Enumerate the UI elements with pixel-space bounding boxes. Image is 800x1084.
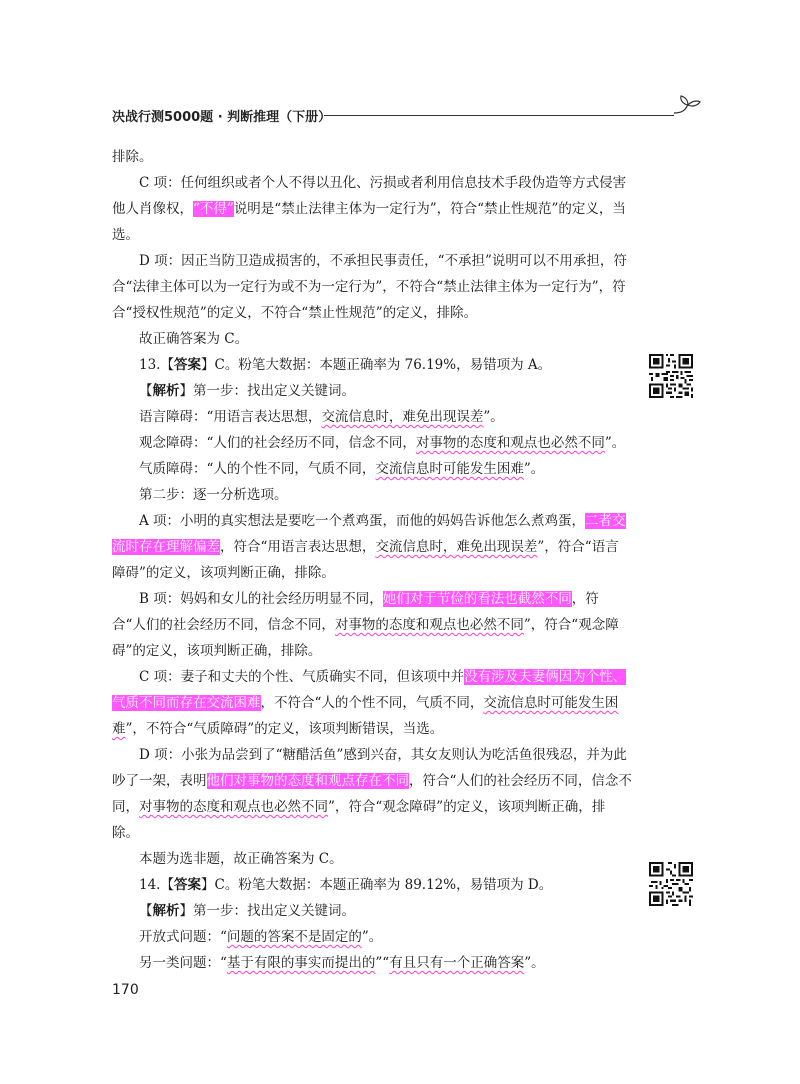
definition-language-barrier: 语言障碍：“用语言表达思想，交流信息时，难免出现误差”。	[139, 409, 504, 425]
analysis-heading: 【解析】第一步：找出定义关键词。	[139, 383, 355, 399]
qr-code-icon[interactable]	[649, 862, 693, 906]
definition-open-question: 开放式问题：“问题的答案不是固定的”。	[139, 929, 383, 945]
page-number: 170	[112, 982, 139, 998]
analysis-heading-14: 【解析】第一步：找出定义关键词。	[139, 903, 355, 919]
definition-concept-barrier: 观念障碍：“人们的社会经历不同，信念不同，对事物的态度和观点也必然不同”。	[139, 435, 626, 451]
highlight: 她们对于节俭的看法也截然不同	[382, 591, 572, 607]
step-two: 第二步：逐一分析选项。	[139, 487, 288, 503]
page-body	[112, 144, 632, 976]
highlight: 没有涉及夫妻俩因为个性、气质不同而存在交流困难	[112, 669, 627, 711]
highlight: 他们对事物的态度和观点存在不同	[206, 773, 409, 789]
header-rule	[324, 115, 674, 116]
paragraph-option-c-2: C 项：妻子和丈夫的个性、气质确实不同，但该项中并没有涉及夫妻俩因为个性、气质不同而存在交流困难，不符合“人的个性不同，气质不同，交流信息时可能发生困难”，不符合“气质障碍”的定义，该项判断错误，当选。	[112, 669, 627, 737]
highlight: 二者交流时存在理解偏差	[112, 513, 626, 555]
definition-temperament-barrier: 气质障碍：“人的个性不同，气质不同，交流信息时可能发生困难”。	[139, 461, 545, 477]
header-title: 决战行测5000题 · 判断推理（下册）	[112, 110, 332, 125]
question-13-answer: 13.【答案】C。粉笔大数据：本题正确率为 76.19%，易错项为 A。	[139, 357, 552, 373]
definition-other-question: 另一类问题：“基于有限的事实而提出的”“有且只有一个正确答案”。	[139, 955, 545, 971]
paragraph-answer: 故正确答案为 C。	[139, 331, 249, 347]
sprout-icon	[672, 94, 702, 120]
paragraph-answer-13: 本题为选非题，故正确答案为 C。	[139, 851, 343, 867]
qr-code-icon[interactable]	[649, 354, 693, 398]
paragraph-option-d: D 项：因正当防卫造成损害的，不承担民事责任，“不承担”说明可以不用承担，符合“法律主体可以为一定行为或不为一定行为”，不符合“禁止法律主体为一定行为”，符合“授权性规范”的定义，不符合“禁止性规范”的定义，排除。	[112, 253, 627, 321]
paragraph: 排除。	[112, 149, 153, 165]
highlight: “不得”	[193, 201, 234, 217]
paragraph-option-d-2: D 项：小张为品尝到了“糖醋活鱼”感到兴奋，其女友则认为吃活鱼很残忍，并为此吵了一架，表明他们对事物的态度和观点存在不同，符合“人们的社会经历不同，信念不同，对事物的态度和观点也必然不同”，符合“观念障碍”的定义，该项判断正确，排除。	[112, 747, 632, 841]
paragraph-option-b: B 项：妈妈和女儿的社会经历明显不同，她们对于节俭的看法也截然不同，符合“人们的社会经历不同，信念不同，对事物的态度和观点也必然不同”，符合“观念障碍”的定义，该项判断正确，排除。	[112, 591, 619, 659]
running-header	[112, 100, 702, 130]
paragraph-option-c: C 项：任何组织或者个人不得以丑化、污损或者利用信息技术手段伪造等方式侵害他人肖像权，“不得”说明是“禁止法律主体为一定行为”，符合“禁止性规范”的定义，当选。	[112, 175, 627, 243]
question-14-answer: 14.【答案】C。粉笔大数据：本题正确率为 89.12%，易错项为 D。	[139, 877, 553, 893]
paragraph-option-a: A 项：小明的真实想法是要吃一个煮鸡蛋，而他的妈妈告诉他怎么煮鸡蛋，二者交流时存在理解偏差，符合“用语言表达思想，交流信息时，难免出现误差”，符合“语言障碍”的定义，该项判断正确，排除。	[112, 513, 626, 581]
